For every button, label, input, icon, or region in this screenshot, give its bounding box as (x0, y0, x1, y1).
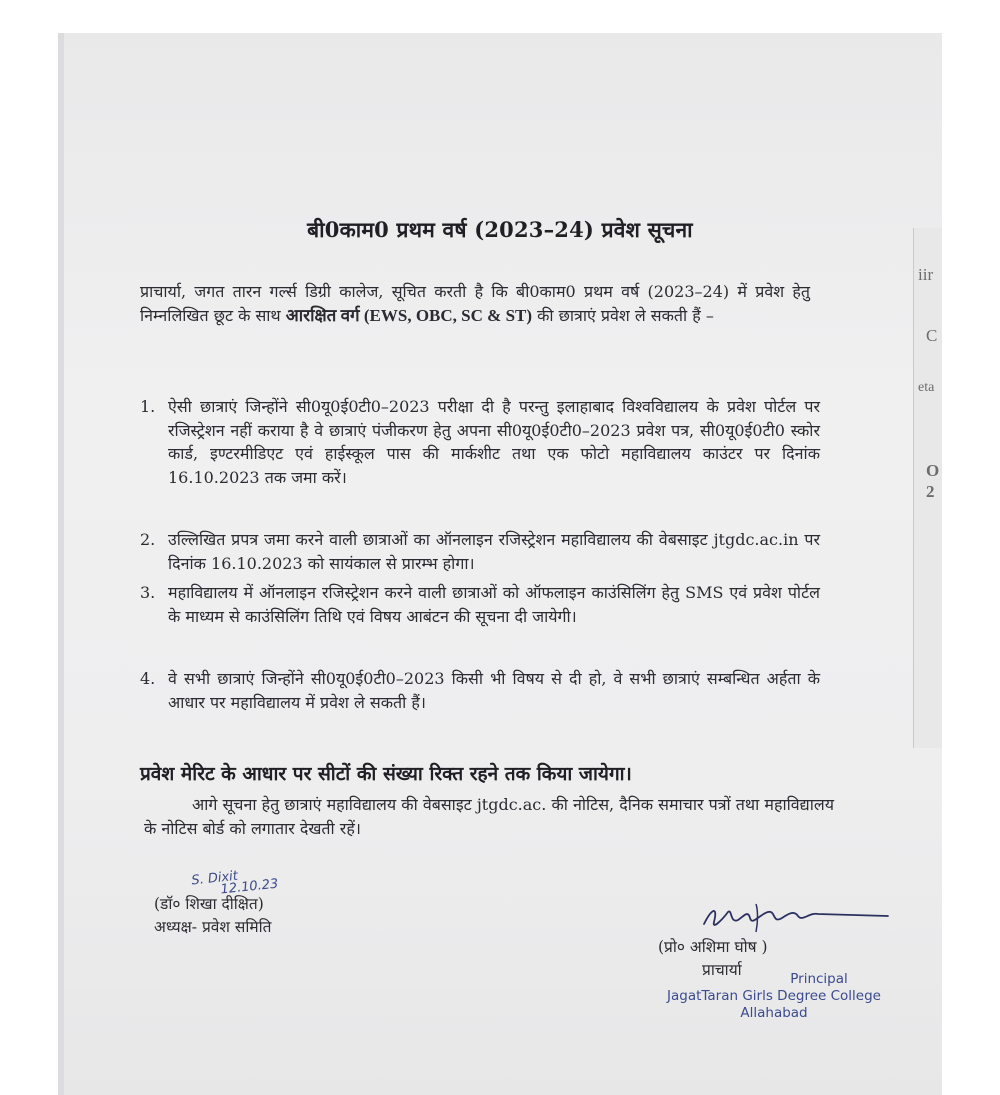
list-item-text: वे सभी छात्राएं जिन्होंने सी0यू0ई0टी0–2023 किसी भी विषय से दी हो, वे सभी छात्राएं सम्बन्धित अर्हता के आधार पर महाविद्यालय में प्रवेश ले सकती हैं। (168, 669, 820, 712)
list-item (140, 581, 820, 628)
list-item-number: 3. (140, 583, 156, 602)
handwritten-name: S. Dixit (190, 868, 239, 889)
left-signatory-name: (डॉ० शिखा दीक्षित) (154, 895, 264, 913)
merit-statement: प्रवेश मेरिट के आधार पर सीटों की संख्या रिक्त रहने तक किया जायेगा। (140, 763, 632, 785)
list-item (140, 395, 820, 489)
list-item-number: 4. (140, 669, 156, 688)
intro-paragraph (140, 280, 810, 327)
background-fragment: eta (918, 380, 935, 395)
background-fragment: iir (918, 265, 934, 284)
intro-text: प्राचार्या, जगत तारन गर्ल्स डिग्री कालेज, सूचित करती है कि बी0काम0 प्रथम वर्ष (2023–24) में प्रवेश हेतु निम्नलिखित छूट के साथ (140, 282, 810, 325)
list-item-text: उल्लिखित प्रपत्र जमा करने वाली छात्राओं का ऑनलाइन रजिस्ट्रेशन महाविद्यालय की वेबसाइट jtgdc.ac.in पर दिनांक 16.10.2023 को सायंकाल से प्रारम्भ होगा। (168, 530, 820, 573)
closing-paragraph: आगे सूचना हेतु छात्राएं महाविद्यालय की वेबसाइट jtgdc.ac. की नोटिस, दैनिक समाचार पत्रों तथा महाविद्यालय के नोटिस बोर्ड को लगातार देखती रहें। (144, 795, 834, 838)
list-item (140, 667, 820, 714)
left-signatory-designation: अध्यक्ष- प्रवेश समिति (154, 918, 272, 936)
principal-signature (698, 898, 898, 938)
background-fragment: 2 (926, 482, 935, 501)
reserved-category-text: आरक्षित वर्ग (EWS, OBC, SC & ST) (285, 305, 533, 325)
college-stamp (644, 971, 904, 1022)
handwritten-date: 12.10.23 (219, 876, 280, 898)
right-signatory-name: (प्रो० अशिमा घोष ) (658, 938, 768, 956)
left-signatory (154, 893, 414, 939)
stamp-city: Allahabad (740, 1005, 808, 1021)
list-item-number: 1. (140, 397, 156, 416)
right-signatory-designation: प्राचार्या (702, 961, 742, 979)
background-sheet (913, 228, 942, 748)
notice-title: बी0काम0 प्रथम वर्ष (2023–24) प्रवेश सूचना (307, 217, 693, 242)
background-fragment: C (926, 326, 938, 345)
stamp-title: Principal (790, 971, 848, 987)
list-item-text: ऐसी छात्राएं जिन्होंने सी0यू0ई0टी0–2023 परीक्षा दी है परन्तु इलाहाबाद विश्वविद्यालय के प्रवेश पोर्टल पर रजिस्ट्रेशन नहीं कराया है वे छात्राएं पंजीकरण हेतु अपना सी0यू0ई0टी0–2023 प्रवेश पत्र, सी0यू0ई0टी0 स्कोर कार्ड, इण्टरमीडिएट एवं हाईस्कूल पास की मार्कशीट तथा एक फोटो महाविद्यालय काउंटर पर दिनांक 16.10.2023 तक जमा करें। (168, 397, 820, 487)
intro-text-end: की छात्राएं प्रवेश ले सकती हैं – (532, 305, 714, 325)
background-fragment: O (926, 461, 940, 480)
list-item-number: 2. (140, 530, 156, 549)
list-item-text: महाविद्यालय में ऑनलाइन रजिस्ट्रेशन करने वाली छात्राओं को ऑफलाइन काउंसिलिंग हेतु SMS एवं प्रवेश पोर्टल के माध्यम से काउंसिलिंग तिथि एवं विषय आबंटन की सूचना दी जायेगी। (168, 583, 820, 626)
list-item (140, 528, 820, 575)
stamp-college-name: JagatTaran Girls Degree College (667, 988, 881, 1004)
paper-edge (58, 33, 64, 1095)
notice-photo (58, 33, 942, 1095)
